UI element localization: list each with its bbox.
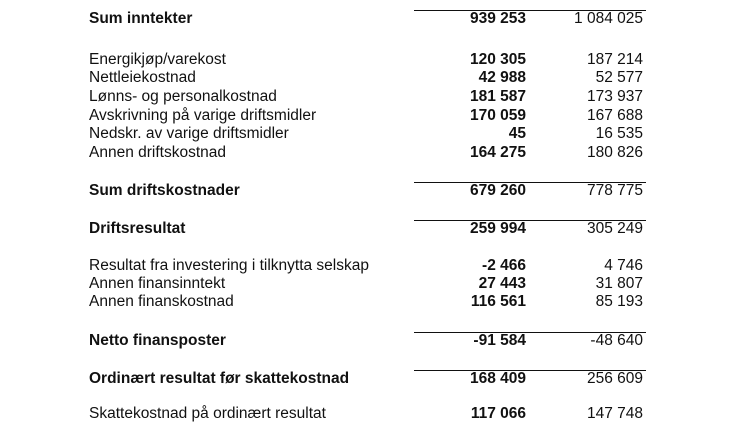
row-label: Annen driftskostnad [89,144,227,161]
current-year-value: 679 260 [469,182,526,199]
row-label: Annen finanskostnad [89,293,234,310]
row-label: Resultat fra investering i tilknytta selskap [89,257,369,274]
table-row [0,125,746,143]
row-label: Nedskr. av varige driftsmidler [89,125,289,142]
current-year-value: 168 409 [469,370,526,387]
previous-year-value: 147 748 [586,405,643,422]
current-year-value: 164 275 [469,144,526,161]
previous-year-value: 167 688 [586,107,643,124]
row-label: Annen finansinntekt [89,275,226,292]
previous-year-value: 85 193 [595,293,643,310]
row-label: Sum driftskostnader [89,182,240,199]
current-year-value: -2 466 [482,257,526,274]
previous-year-value: 1 084 025 [574,10,643,27]
current-year-value: 116 561 [470,293,526,310]
total-row-driftsresultat [0,220,746,238]
row-label: Energikjøp/varekost [89,51,226,68]
current-year-value: 42 988 [478,69,526,86]
row-label: Netto finansposter [89,332,226,349]
current-year-value: -91 584 [473,332,526,349]
row-label: Lønns- og personalkostnad [89,88,277,105]
previous-year-value: 180 826 [586,144,643,161]
table-row [0,51,746,69]
previous-year-value: 31 807 [595,275,643,292]
current-year-value: 45 [508,125,526,142]
table-row [0,275,746,293]
row-label: Skattekostnad på ordinært resultat [89,405,326,422]
table-row [0,144,746,162]
table-row [0,69,746,87]
current-year-value: 117 066 [470,405,526,422]
current-year-value: 27 443 [478,275,526,292]
table-row [0,107,746,125]
total-row-sum-driftskostnader [0,182,746,200]
previous-year-value: 16 535 [595,125,643,142]
current-year-value: 259 994 [469,220,526,237]
previous-year-value: 52 577 [595,69,643,86]
row-label: Nettleiekostnad [89,69,196,86]
table-row [0,405,746,423]
previous-year-value: 256 609 [586,370,643,387]
current-year-value: 170 059 [469,107,526,124]
current-year-value: 181 587 [469,88,526,105]
row-label: Sum inntekter [89,10,193,27]
total-row-netto-finansposter [0,332,746,350]
current-year-value: 120 305 [469,51,526,68]
table-row [0,257,746,275]
row-label: Ordinært resultat før skattekostnad [89,370,350,387]
previous-year-value: 4 746 [604,257,643,274]
previous-year-value: 173 937 [586,88,643,105]
row-label: Avskrivning på varige driftsmidler [89,107,317,124]
total-row-ordinaert-resultat [0,370,746,388]
table-row [0,88,746,106]
previous-year-value: 187 214 [586,51,643,68]
previous-year-value: -48 640 [590,332,643,349]
previous-year-value: 778 775 [586,182,643,199]
table-row [0,293,746,311]
current-year-value: 939 253 [469,10,526,27]
previous-year-value: 305 249 [586,220,643,237]
row-label: Driftsresultat [89,220,186,237]
total-row-sum-inntekter [0,10,746,28]
